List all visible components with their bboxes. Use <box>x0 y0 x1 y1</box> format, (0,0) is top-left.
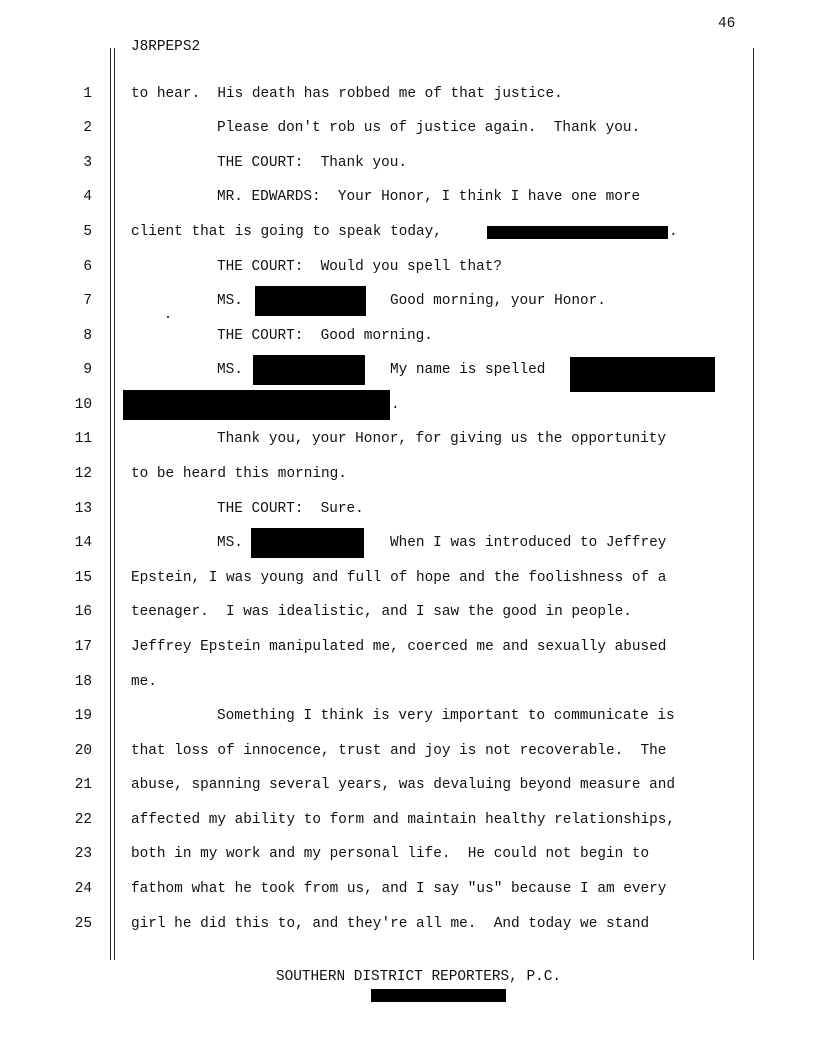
transcript-line: me. <box>131 674 157 690</box>
transcript-line: THE COURT: Thank you. <box>217 155 407 171</box>
line-number: 8 <box>83 328 92 344</box>
left-margin-rule-inner <box>114 48 115 960</box>
transcript-line-tail: My name is spelled <box>390 362 546 378</box>
page-number: 46 <box>718 16 736 32</box>
line-number: 1 <box>83 86 92 102</box>
line-number: 20 <box>74 743 92 759</box>
line-number: 10 <box>74 397 92 413</box>
line-number: 9 <box>83 362 92 378</box>
left-margin-rule-outer <box>110 48 111 960</box>
case-code: J8RPEPS2 <box>131 39 201 55</box>
line-number: 16 <box>74 604 92 620</box>
reporter-footer: SOUTHERN DISTRICT REPORTERS, P.C. <box>276 969 561 985</box>
line-number: 3 <box>83 155 92 171</box>
transcript-line: MR. EDWARDS: Your Honor, I think I have one more <box>217 189 641 205</box>
transcript-line: both in my work and my personal life. He could not begin to <box>131 846 650 862</box>
transcript-line: client that is going to speak today, <box>131 224 442 240</box>
transcript-line: Something I think is very important to communicate is <box>217 708 675 724</box>
transcript-line: THE COURT: Sure. <box>217 501 364 517</box>
transcript-line: Jeffrey Epstein manipulated me, coerced me and sexually abused <box>131 639 667 655</box>
line-number: 25 <box>74 916 92 932</box>
line-number: 11 <box>74 431 92 447</box>
line-number: 4 <box>83 189 92 205</box>
transcript-line: MS. <box>217 535 243 551</box>
line-number: 14 <box>74 535 92 551</box>
transcript-line: to hear. His death has robbed me of that justice. <box>131 86 563 102</box>
line-number: 15 <box>74 570 92 586</box>
redaction-box <box>371 989 506 1002</box>
transcript-line: fathom what he took from us, and I say "us" because I am every <box>131 881 667 897</box>
transcript-line: Thank you, your Honor, for giving us the opportunity <box>217 431 667 447</box>
transcript-line: MS. <box>217 293 243 309</box>
transcript-line: MS. <box>217 362 243 378</box>
line-number: 5 <box>83 224 92 240</box>
line-number: 21 <box>74 777 92 793</box>
transcript-line: to be heard this morning. <box>131 466 347 482</box>
line-number: 6 <box>83 259 92 275</box>
line-number: 22 <box>74 812 92 828</box>
transcript-line: affected my ability to form and maintain healthy relationships, <box>131 812 676 828</box>
redaction-box <box>487 226 668 239</box>
line-number: 12 <box>74 466 92 482</box>
transcript-line: abuse, spanning several years, was devaluing beyond measure and <box>131 777 676 793</box>
line-number: 18 <box>74 674 92 690</box>
redaction-box <box>251 528 364 558</box>
transcript-line-tail: When I was introduced to Jeffrey <box>390 535 667 551</box>
transcript-line: Epstein, I was young and full of hope and the foolishness of a <box>131 570 667 586</box>
line-number: 17 <box>74 639 92 655</box>
line-number: 19 <box>74 708 92 724</box>
transcript-line: that loss of innocence, trust and joy is not recoverable. The <box>131 743 667 759</box>
transcript-line: THE COURT: Would you spell that? <box>217 259 502 275</box>
redaction-box <box>253 355 365 385</box>
transcript-line: girl he did this to, and they're all me. And today we stand <box>131 916 650 932</box>
transcript-line-tail: Good morning, your Honor. <box>390 293 606 309</box>
stray-mark <box>167 316 169 318</box>
transcript-line: Please don't rob us of justice again. Thank you. <box>217 120 641 136</box>
transcript-line: teenager. I was idealistic, and I saw the good in people. <box>131 604 632 620</box>
line-number: 23 <box>74 846 92 862</box>
line-number: 24 <box>74 881 92 897</box>
redaction-box <box>255 286 366 316</box>
transcript-line-tail: . <box>391 397 400 413</box>
redaction-box <box>123 390 390 420</box>
line-number: 13 <box>74 501 92 517</box>
transcript-line-tail: . <box>669 224 678 240</box>
transcript-line: THE COURT: Good morning. <box>217 328 433 344</box>
line-number: 7 <box>83 293 92 309</box>
redaction-box <box>570 357 715 392</box>
line-number: 2 <box>83 120 92 136</box>
right-margin-rule <box>753 48 754 960</box>
